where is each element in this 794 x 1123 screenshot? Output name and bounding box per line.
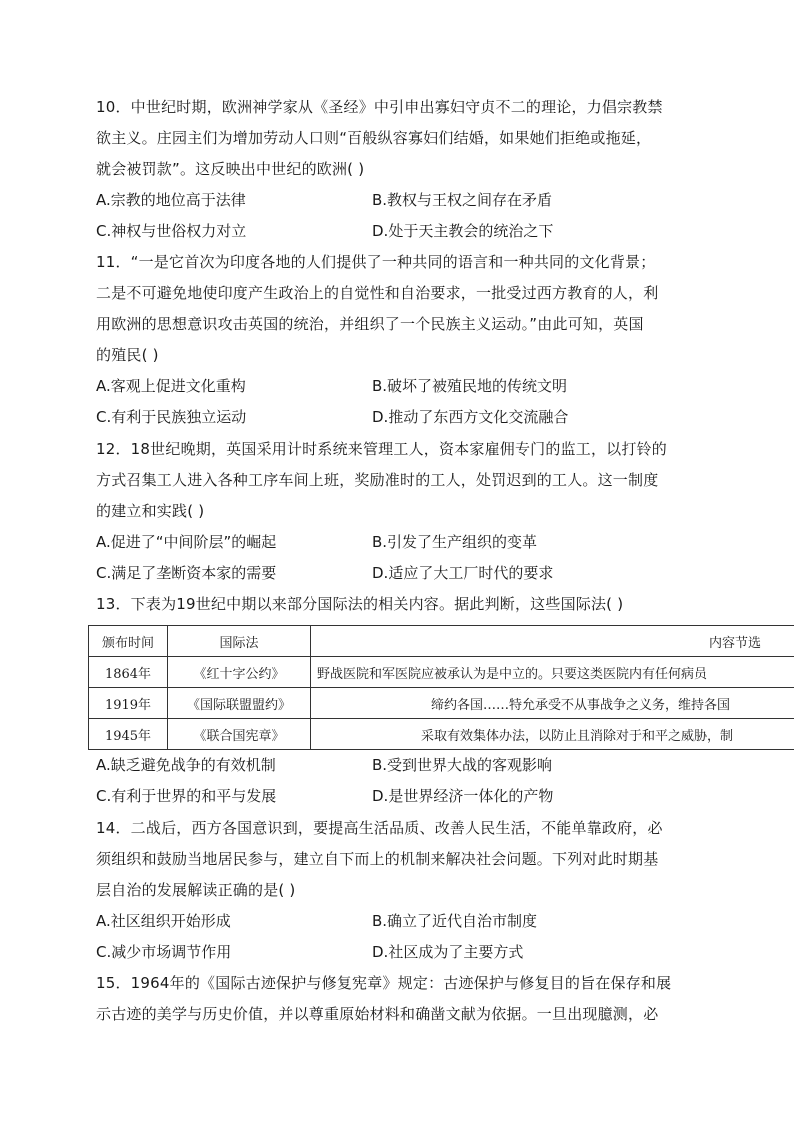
q13-option-a: A.缺乏避免战争的有效机制 xyxy=(96,756,276,774)
table-row xyxy=(89,688,794,719)
q10-stem-line-2: 欲主义。庄园主们为增加劳动人口则“百般纵容寡妇们结婚，如果她们拒绝或拖延， xyxy=(96,129,652,147)
table-cell-content: 缔约各国……特允承受不从事战争之义务，维持各国 xyxy=(311,688,794,719)
q13-stem-line-1: 13．下表为19世纪中期以来部分国际法的相关内容。据此判断，这些国际法( ) xyxy=(96,595,624,613)
q11-option-d: D.推动了东西方文化交流融合 xyxy=(372,408,569,426)
q10-option-a: A.宗教的地位高于法律 xyxy=(96,191,246,209)
international-law-table xyxy=(88,625,794,750)
q10-option-b: B.教权与王权之间存在矛盾 xyxy=(372,191,553,209)
q15-stem-line-1: 15．1964年的《国际古迹保护与修复宪章》规定：古迹保护与修复目的旨在保存和展 xyxy=(96,974,672,992)
q14-stem-line-1: 14．二战后，西方各国意识到，要提高生活品质、改善人民生活，不能单靠政府，必 xyxy=(96,819,663,837)
q11-option-c: C.有利于民族独立运动 xyxy=(96,408,247,426)
q11-option-b: B.破坏了被殖民地的传统文明 xyxy=(372,377,568,395)
table-header-cell: 内容节选 xyxy=(311,626,794,657)
q14-stem-line-3: 层自治的发展解读正确的是( ) xyxy=(96,881,296,899)
table-cell-law: 《国际联盟盟约》 xyxy=(168,688,311,719)
q12-stem-line-1: 12．18世纪晚期，英国采用计时系统来管理工人，资本家雇佣专门的监工，以打铃的 xyxy=(96,440,667,458)
q10-option-d: D.处于天主教会的统治之下 xyxy=(372,222,554,240)
q12-option-b: B.引发了生产组织的变革 xyxy=(372,533,538,551)
table-header-cell: 国际法 xyxy=(168,626,311,657)
q14-stem-line-2: 须组织和鼓励当地居民参与，建立自下而上的机制来解决社会问题。下列对此时期基 xyxy=(96,850,659,868)
table-row xyxy=(89,719,794,750)
q13-option-b: B.受到世界大战的客观影响 xyxy=(372,756,553,774)
table-cell-year: 1864年 xyxy=(89,657,168,688)
q11-stem-line-1: 11．“一是它首次为印度各地的人们提供了一种共同的语言和一种共同的文化背景； xyxy=(96,253,656,271)
q12-stem-line-2: 方式召集工人进入各种工序车间上班，奖励准时的工人，处罚迟到的工人。这一制度 xyxy=(96,471,659,489)
table-header-row xyxy=(89,626,794,657)
q15-stem-line-2: 示古迹的美学与历史价值，并以尊重原始材料和确凿文献为依据。一旦出现臆测，必 xyxy=(96,1005,659,1023)
table-cell-year: 1945年 xyxy=(89,719,168,750)
q13-option-c: C.有利于世界的和平与发展 xyxy=(96,787,277,805)
q11-stem-line-3: 用欧洲的思想意识攻击英国的统治，并组织了一个民族主义运动。”由此可知，英国 xyxy=(96,315,644,333)
q10-stem-line-3: 就会被罚款”。这反映出中世纪的欧洲( ) xyxy=(96,160,365,178)
table-header-cell: 颁布时间 xyxy=(89,626,168,657)
q14-option-c: C.减少市场调节作用 xyxy=(96,943,232,961)
table-cell-content: 采取有效集体办法，以防止且消除对于和平之威胁，制 xyxy=(311,719,794,750)
q12-stem-line-3: 的建立和实践( ) xyxy=(96,502,205,520)
q11-stem-line-4: 的殖民( ) xyxy=(96,346,159,364)
q12-option-c: C.满足了垄断资本家的需要 xyxy=(96,564,277,582)
q10-stem-line-1: 10．中世纪时期，欧洲神学家从《圣经》中引申出寡妇守贞不二的理论，力倡宗教禁 xyxy=(96,98,663,116)
q14-option-a: A.社区组织开始形成 xyxy=(96,912,231,930)
table-row xyxy=(89,657,794,688)
table-cell-law: 《红十字公约》 xyxy=(168,657,311,688)
q11-stem-line-2: 二是不可避免地使印度产生政治上的自觉性和自治要求，一批受过西方教育的人，利 xyxy=(96,284,659,302)
q12-option-a: A.促进了“中间阶层”的崛起 xyxy=(96,533,277,551)
q14-option-d: D.社区成为了主要方式 xyxy=(372,943,524,961)
q10-option-c: C.神权与世俗权力对立 xyxy=(96,222,247,240)
table-cell-year: 1919年 xyxy=(89,688,168,719)
q12-option-d: D.适应了大工厂时代的要求 xyxy=(372,564,554,582)
q13-option-d: D.是世界经济一体化的产物 xyxy=(372,787,554,805)
table-cell-law: 《联合国宪章》 xyxy=(168,719,311,750)
table-cell-content: 野战医院和军医院应被承认为是中立的。只要这类医院内有任何病员 xyxy=(311,657,794,688)
q14-option-b: B.确立了近代自治市制度 xyxy=(372,912,538,930)
q11-option-a: A.客观上促进文化重构 xyxy=(96,377,246,395)
